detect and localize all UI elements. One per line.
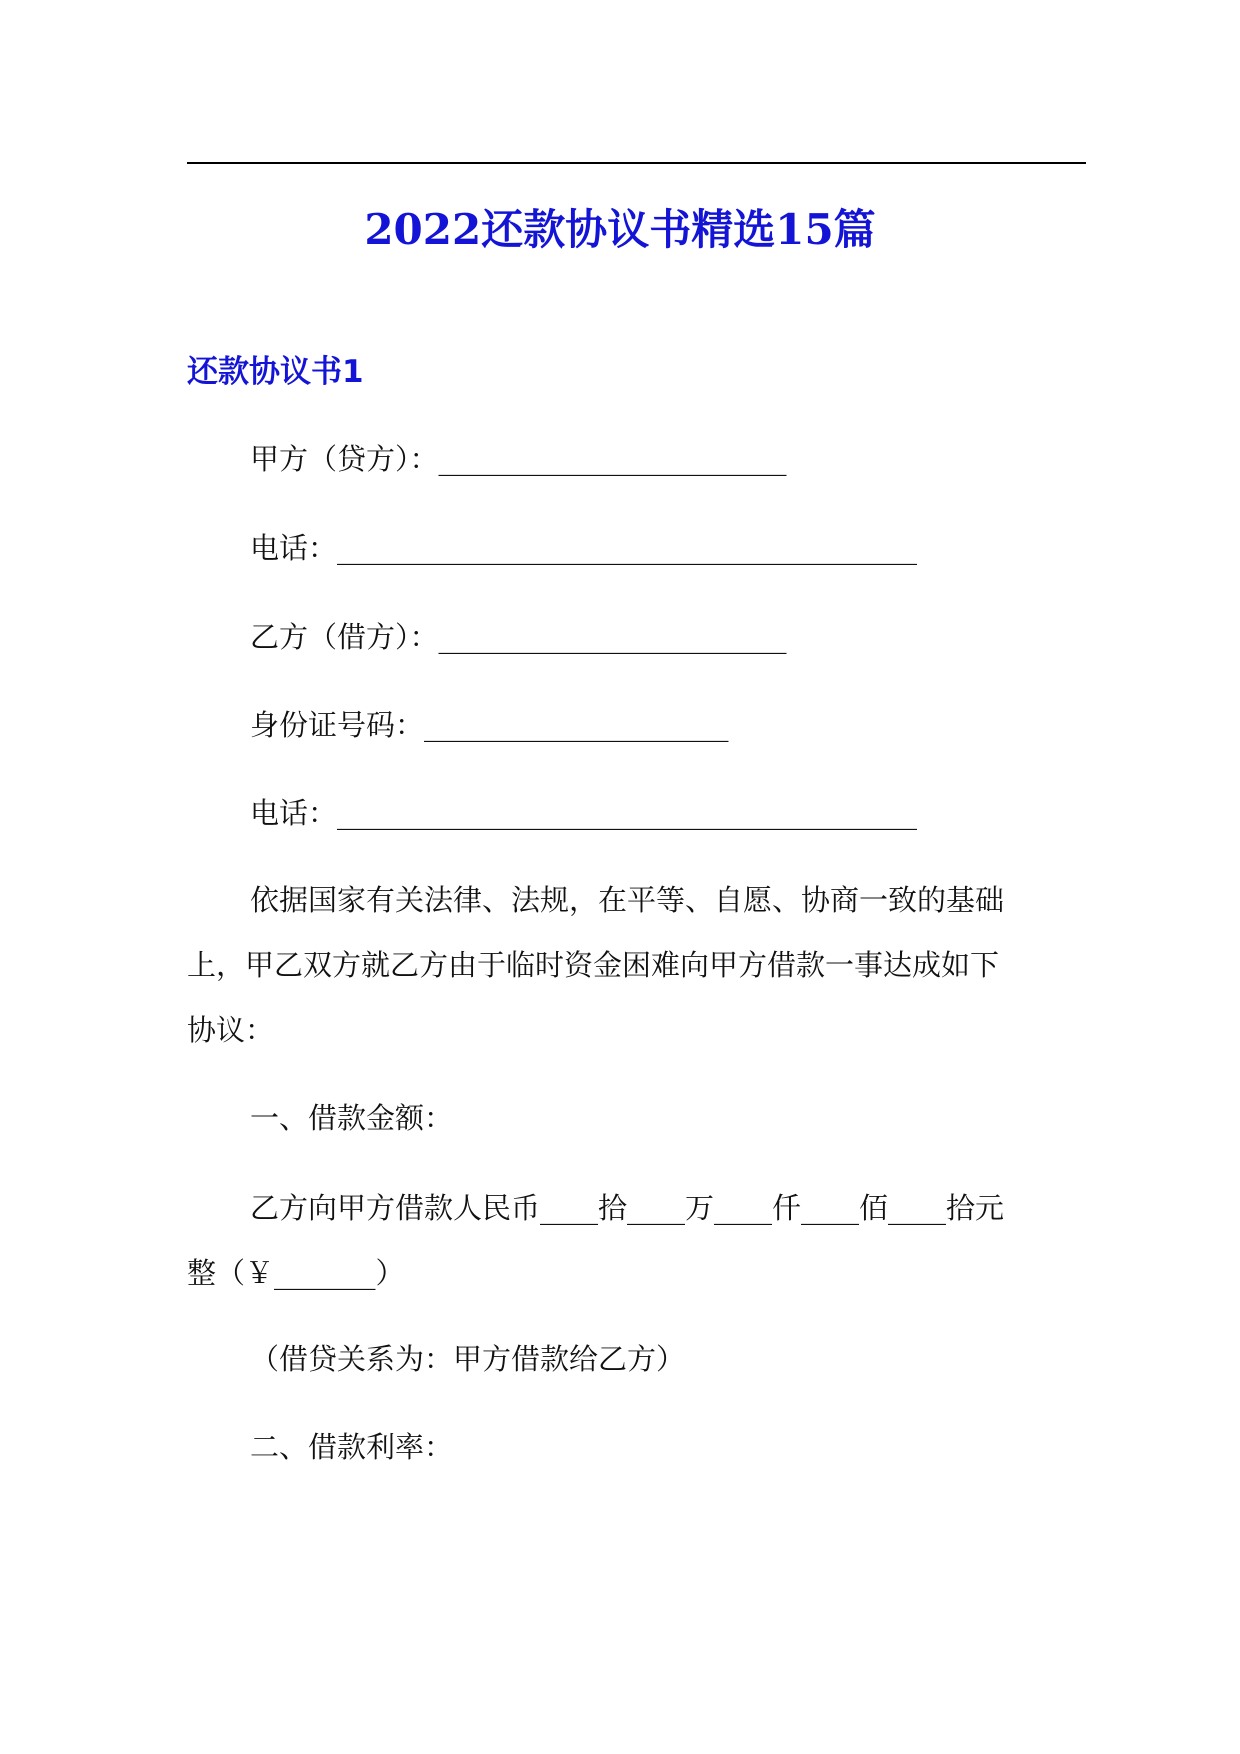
lender-phone-field: 电话：________________________________________ [250, 531, 918, 565]
clause-1-heading: 一、借款金额： [250, 1101, 454, 1135]
id-number-field: 身份证号码：_____________________ [250, 708, 729, 742]
clause-2-heading: 二、借款利率： [250, 1430, 454, 1464]
header-rule [187, 162, 1086, 164]
section-heading: 还款协议书1 [187, 354, 364, 390]
clause-1-body: 乙方向甲方借款人民币____拾____万____仟____佰____拾元整（￥_______） [187, 1191, 1005, 1290]
clause-1-note: （借贷关系为：甲方借款给乙方） [250, 1342, 686, 1376]
borrower-phone-field: 电话：________________________________________ [250, 796, 918, 830]
document-title: 2022还款协议书精选15篇 [364, 205, 876, 254]
lender-field: 甲方（贷方）：________________________ [250, 442, 787, 476]
intro-paragraph: 依据国家有关法律、法规，在平等、自愿、协商一致的基础上，甲乙双方就乙方由于临时资金困难向甲方借款一事达成如下协议： [187, 883, 1005, 1047]
borrower-field: 乙方（借方）：________________________ [250, 620, 787, 654]
